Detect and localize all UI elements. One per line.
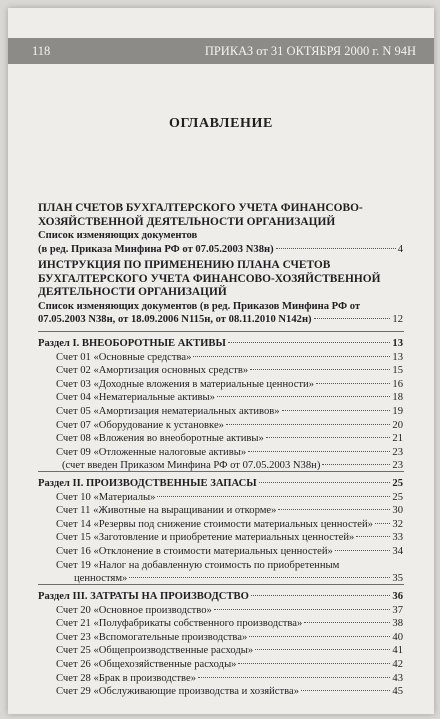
section-heading-row	[38, 337, 403, 351]
dot-leader	[314, 318, 391, 319]
dot-leader	[356, 536, 390, 537]
toc-entry-plan	[38, 202, 403, 256]
account-label: Счет 03 «Доходные вложения в материальные ценности»	[56, 378, 314, 390]
toc-row	[56, 559, 403, 573]
page-ref: 35	[392, 573, 403, 585]
page-ref: 33	[392, 532, 403, 544]
account-label: Счет 01 «Основные средства»	[56, 351, 192, 363]
page-ref: 25	[392, 478, 403, 489]
page-ref: 40	[392, 631, 403, 643]
section-title: Раздел III. ЗАТРАТЫ НА ПРОИЗВОДСТВО	[38, 591, 249, 602]
toc-row	[56, 617, 403, 631]
dot-leader	[228, 342, 391, 343]
page-ref: 45	[392, 686, 403, 698]
toc-row	[56, 391, 403, 405]
toc-row	[56, 491, 403, 505]
page-ref: 20	[392, 419, 403, 431]
dot-leader	[375, 523, 390, 524]
toc-row	[56, 658, 403, 672]
divider	[38, 471, 404, 472]
section-2	[38, 477, 403, 586]
page-ref: 23	[392, 446, 403, 458]
account-label: Счет 08 «Вложения во внеоборотные активы»	[56, 433, 264, 445]
dot-leader	[322, 464, 390, 465]
account-label: Счет 29 «Обслуживающие производства и хозяйства»	[56, 686, 300, 698]
book-page	[8, 8, 434, 714]
page-ref: 18	[392, 392, 403, 404]
toc-row	[56, 518, 403, 532]
dot-leader	[157, 496, 390, 497]
toc-entry-instruction	[38, 259, 403, 327]
entry-heading: ИНСТРУКЦИЯ ПО ПРИМЕНЕНИЮ ПЛАНА СЧЕТОВ	[38, 259, 331, 271]
dot-leader	[276, 248, 396, 249]
page-number: 118	[32, 44, 51, 58]
page-ref: 15	[392, 365, 403, 377]
section-3	[38, 590, 403, 699]
toc-row	[38, 313, 403, 327]
toc-row	[56, 446, 403, 460]
account-label: Счет 11 «Животные на выращивании и откорме»	[56, 505, 277, 517]
page-ref: 41	[392, 645, 403, 657]
page-ref: 16	[392, 378, 403, 390]
page-ref: 21	[392, 433, 403, 445]
page-ref: 19	[392, 405, 403, 417]
toc-row	[56, 672, 403, 686]
dot-leader	[251, 595, 391, 596]
page-ref: 42	[392, 658, 403, 670]
section-title: Раздел II. ПРОИЗВОДСТВЕННЫЕ ЗАПАСЫ	[38, 478, 257, 489]
dot-leader	[217, 396, 390, 397]
dot-leader	[248, 451, 390, 452]
account-label: Счет 23 «Вспомогательные производства»	[56, 631, 248, 643]
account-label: Счет 16 «Отклонение в стоимости материальных ценностей»	[56, 545, 333, 557]
account-label: Счет 21 «Полуфабрикаты собственного производства»	[56, 618, 303, 630]
account-label: Счет 09 «Отложенные налоговые активы»	[56, 446, 247, 458]
page-ref: 23	[392, 460, 403, 472]
dot-leader	[335, 550, 391, 551]
dot-leader	[214, 609, 391, 610]
account-label: Счет 28 «Брак в производстве»	[56, 672, 196, 684]
toc-title: ОГЛАВЛЕНИЕ	[169, 116, 273, 131]
dot-leader	[301, 690, 390, 691]
account-label: ценностям»	[74, 573, 128, 585]
page-ref: 38	[392, 618, 403, 630]
section-heading-row	[38, 477, 403, 491]
toc-row	[56, 685, 403, 699]
account-label: Счет 25 «Общепроизводственные расходы»	[56, 645, 254, 657]
entry-subtitle: 07.05.2003 N38н, от 18.09.2006 N115н, от 08.11.2010 N142н)	[38, 314, 312, 326]
account-note: (счет введен Приказом Минфина РФ от 07.05.2003 N38н)	[62, 460, 321, 472]
entry-heading: ПЛАН СЧЕТОВ БУХГАЛТЕРСКОГО УЧЕТА ФИНАНСОВО-	[38, 202, 363, 214]
dot-leader	[255, 649, 390, 650]
page-ref: 13	[392, 338, 403, 349]
page-ref: 34	[392, 545, 403, 557]
dot-leader	[193, 356, 390, 357]
page-ref: 37	[392, 604, 403, 616]
toc-row	[56, 419, 403, 433]
account-label: Счет 19 «Налог на добавленную стоимость по приобретенным	[56, 559, 340, 571]
toc-row	[38, 243, 403, 257]
toc-row	[56, 432, 403, 446]
account-label: Счет 04 «Нематериальные активы»	[56, 392, 215, 404]
divider	[38, 331, 404, 332]
page-ref: 12	[392, 314, 403, 326]
running-header	[8, 38, 434, 64]
entry-subtitle: (в ред. Приказа Минфина РФ от 07.05.2003 N38н)	[38, 243, 274, 255]
running-title: ПРИКАЗ от 31 ОКТЯБРЯ 2000 г. N 94Н	[204, 44, 416, 58]
account-label: Счет 26 «Общехозяйственные расходы»	[56, 658, 237, 670]
account-label: Счет 14 «Резервы под снижение стоимости материальных ценностей»	[56, 518, 373, 530]
entry-heading: ХОЗЯЙСТВЕННОЙ ДЕЯТЕЛЬНОСТИ ОРГАНИЗАЦИЙ	[38, 215, 336, 228]
toc-row	[56, 378, 403, 392]
page-ref: 13	[392, 351, 403, 363]
toc-row	[56, 531, 403, 545]
dot-leader	[316, 383, 390, 384]
dot-leader	[278, 509, 390, 510]
dot-leader	[250, 369, 390, 370]
dot-leader	[304, 622, 390, 623]
account-label: Счет 10 «Материалы»	[56, 491, 156, 503]
entry-subtitle: Список изменяющих документов (в ред. Приказов Минфина РФ от	[38, 300, 361, 312]
entry-heading: ДЕЯТЕЛЬНОСТИ ОРГАНИЗАЦИЙ	[38, 286, 227, 299]
dot-leader	[249, 636, 390, 637]
toc-row	[56, 364, 403, 378]
entry-subtitle: Список изменяющих документов	[38, 230, 198, 242]
dot-leader	[226, 424, 390, 425]
page-ref: 4	[397, 243, 403, 255]
dot-leader	[238, 663, 390, 664]
page-ref: 43	[392, 672, 403, 684]
dot-leader	[282, 410, 391, 411]
account-label: Счет 02 «Амортизация основных средств»	[56, 365, 249, 377]
section-title: Раздел I. ВНЕОБОРОТНЫЕ АКТИВЫ	[38, 338, 226, 349]
toc-row	[56, 351, 403, 365]
entry-heading: БУХГАЛТЕРСКОГО УЧЕТА ФИНАНСОВО-ХОЗЯЙСТВЕННОЙ	[38, 272, 381, 285]
dot-leader	[129, 577, 390, 578]
section-1	[38, 337, 403, 473]
account-label: Счет 05 «Амортизация нематериальных активов»	[56, 405, 280, 417]
toc-row	[56, 631, 403, 645]
toc-row	[56, 604, 403, 618]
account-label: Счет 20 «Основное производство»	[56, 604, 212, 616]
account-label: Счет 07 «Оборудование к установке»	[56, 419, 224, 431]
page-ref: 32	[392, 518, 403, 530]
divider	[38, 584, 404, 585]
dot-leader	[259, 482, 391, 483]
dot-leader	[266, 437, 391, 438]
toc-row	[56, 405, 403, 419]
toc-row	[56, 504, 403, 518]
section-heading-row	[38, 590, 403, 604]
toc-row	[56, 644, 403, 658]
dot-leader	[198, 677, 390, 678]
page-ref: 25	[392, 491, 403, 503]
account-label: Счет 15 «Заготовление и приобретение материальных ценностей»	[56, 532, 355, 544]
toc-row	[56, 545, 403, 559]
page-ref: 36	[392, 591, 403, 602]
page-ref: 30	[392, 505, 403, 517]
